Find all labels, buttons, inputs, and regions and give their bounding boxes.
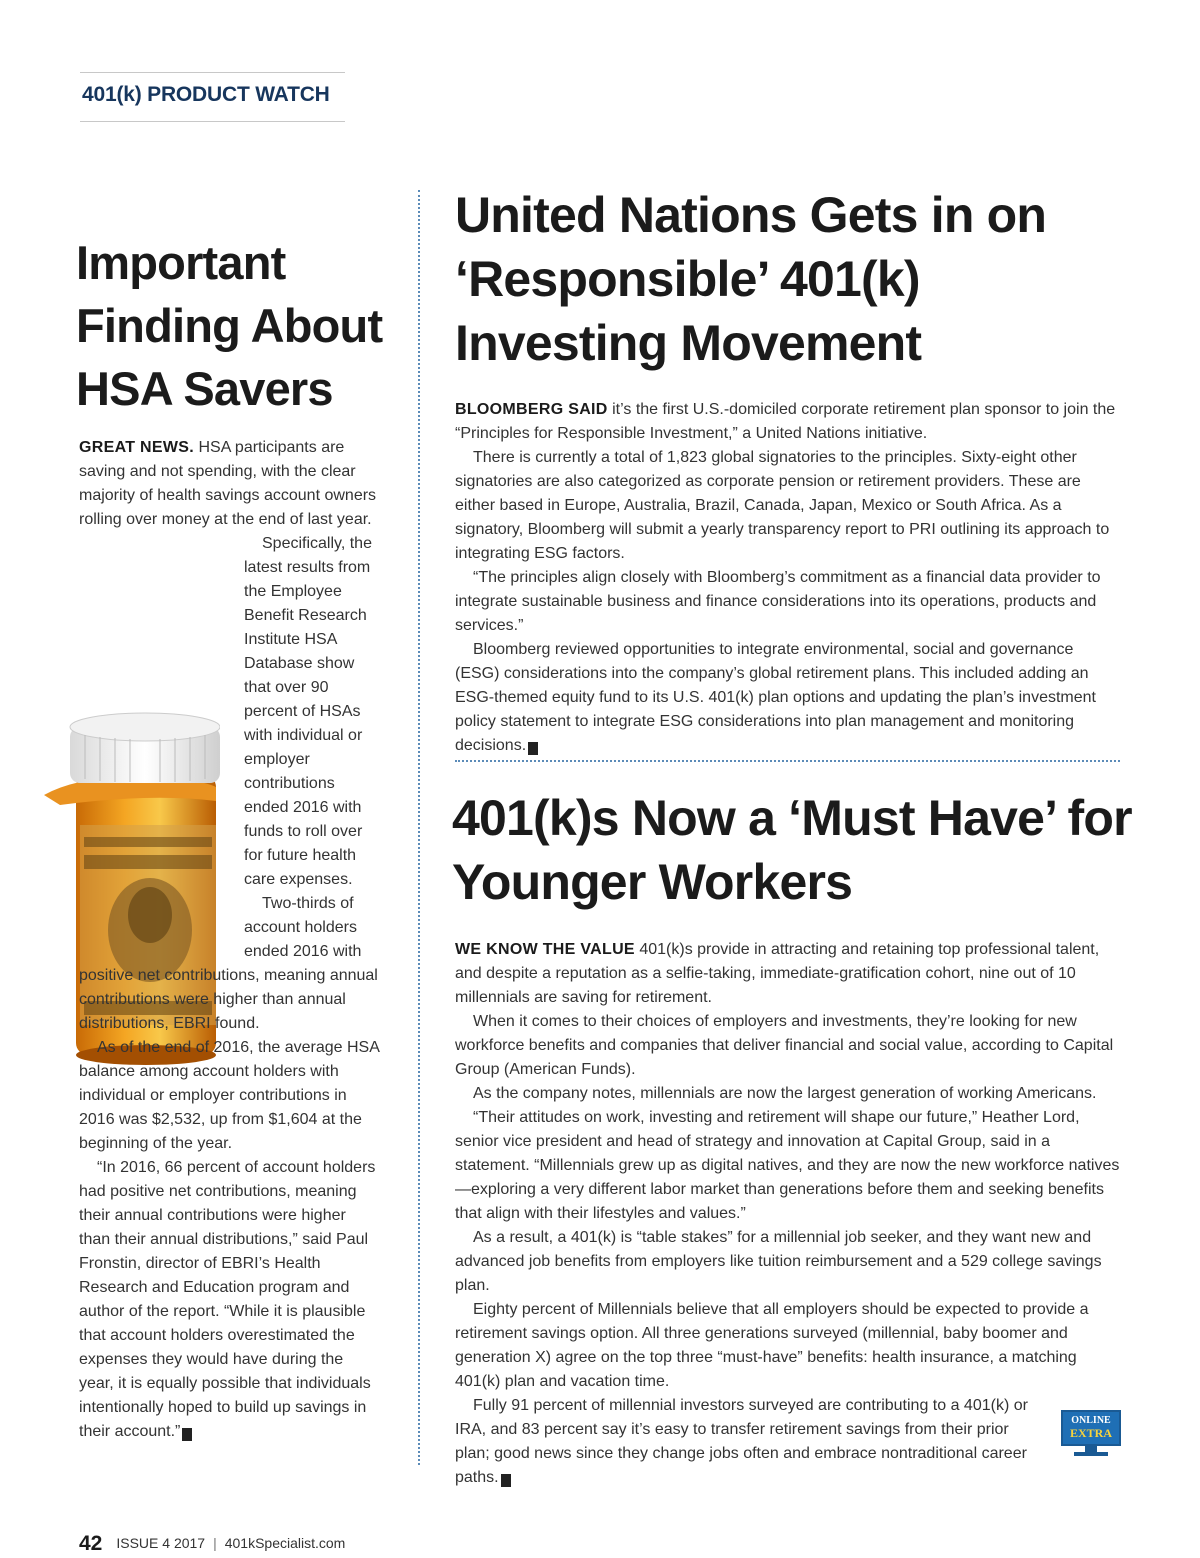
monitor-icon <box>1061 1410 1121 1446</box>
online-extra-line2: EXTRA <box>1069 1426 1112 1440</box>
page-footer <box>79 1532 345 1556</box>
right-article-2-headline: 401(k)s Now a ‘Must Have’ for Younger Workers <box>452 790 1132 910</box>
left-p1: GREAT NEWS. HSA participants are saving and not spending, with the clear majority of health savings account owners rolling over money at the end of last year. <box>79 439 377 528</box>
r1-p2: There is currently a total of 1,823 global signatories to the principles. Sixty-eight other signatories are also categorized as corporate pension or retirement providers. These are either based in Europe, Australia, Brazil, Canada, Japan, Mexico or South Africa. As a signatory, Bloomberg will submit a yearly transparency report to PRI outlining its approach to integrating ESG factors. <box>455 449 1110 562</box>
r1-lead: BLOOMBERG SAID <box>455 401 608 418</box>
right-article-2-body <box>455 938 1120 1490</box>
right-article-1-headline: United Nations Gets in on ‘Responsible’ 401(k) Investing Movement <box>455 187 1047 371</box>
left-p3: Two-thirds of account holders ended 2016 with positive net contributions, meaning annual contributions were higher than annual distributions, EBRI found. <box>79 895 378 1032</box>
r2-p4: “Their attitudes on work, investing and retirement will shape our future,” Heather Lord, senior vice president and head of strategy and innovation at Capital Group, said in a statement. “Millennials grew up as digital natives, and they are now the new workforce natives—exploring a very different labor market than generations before them and seeking benefits that align with their lifestyles and values.” <box>455 1109 1120 1222</box>
left-lead: GREAT NEWS. <box>79 439 195 456</box>
footer-separator: | <box>213 1535 217 1551</box>
section-tag <box>80 72 345 122</box>
page-number: 42 <box>79 1532 103 1555</box>
article-divider <box>455 760 1120 762</box>
r2-p1: WE KNOW THE VALUE 401(k)s provide in attracting and retaining top professional talent, and despite a reputation as a selfie-taking, immediate-gratification cohort, nine out of 10 millennials are saving for retirement. <box>455 941 1100 1006</box>
left-p5: “In 2016, 66 percent of account holders had positive net contributions, meaning their annual contributions were higher than their annual distributions,” said Paul Fronstin, director of EBRI’s Health Research and Education program and author of the report. “While it is plausible that account holders overestimated the expenses they would have during the year, it is equally possible that individuals intentionally hoped to build up savings in their account.” K <box>79 1159 376 1440</box>
r2-lead: WE KNOW THE VALUE <box>455 941 635 958</box>
left-article-body <box>79 436 379 1444</box>
website-link[interactable]: 401kSpecialist.com <box>224 1535 346 1551</box>
end-mark-icon: K <box>182 1428 192 1441</box>
r2-p5: As a result, a 401(k) is “table stakes” for a millennial job seeker, and they want new and advanced job benefits from employers like tuition reimbursement and a 529 college savings plan. <box>455 1229 1102 1294</box>
r2-p7: Fully 91 percent of millennial investors surveyed are contributing to a 401(k) or IRA, and 83 percent say it’s easy to transfer retirement savings from their prior plan; good news since they change jobs often and embrace nontraditional career paths. K <box>455 1397 1028 1486</box>
left-p2: Specifically, the latest results from the Employee Benefit Research Institute HSA Database show that over 90 percent of HSAs with individual or employer contributions ended 2016 with funds to roll over for future health care expenses. <box>79 532 379 892</box>
r2-p3: As the company notes, millennials are now the largest generation of working Americans. <box>473 1085 1097 1102</box>
issue-label: ISSUE 4 2017 <box>116 1535 206 1551</box>
left-article-headline: Important Finding About HSA Savers <box>76 236 383 415</box>
r1-p1: BLOOMBERG SAID it’s the first U.S.-domiciled corporate retirement plan sponsor to join the “Principles for Responsible Investment,” a United Nations initiative. <box>455 401 1116 442</box>
online-extra-line1: ONLINE <box>1071 1415 1111 1426</box>
section-tag-label: 401(k) PRODUCT WATCH <box>82 83 330 106</box>
right-article-1-body <box>455 398 1120 758</box>
end-mark-icon: K <box>528 742 538 755</box>
left-p4: As of the end of 2016, the average HSA balance among account holders with individual or employer contributions in 2016 was $2,532, up from $1,604 at the beginning of the year. <box>79 1039 379 1152</box>
r1-p3: “The principles align closely with Bloomberg’s commitment as a financial data provider to integrate sustainable business and finance considerations into its operations, products and services.” <box>455 569 1101 634</box>
end-mark-icon: K <box>501 1474 511 1487</box>
image-wrap-spacer <box>79 532 244 964</box>
r2-p2: When it comes to their choices of employers and investments, they’re looking for new workforce benefits and companies that deliver financial and social value, according to Capital Group (American Funds). <box>455 1013 1114 1078</box>
online-extra-badge[interactable] <box>1058 1410 1124 1460</box>
r1-p4: Bloomberg reviewed opportunities to integrate environmental, social and governance (ESG) considerations into the company’s global retirement plans. This included adding an ESG-themed equity fund to its U.S. 401(k) plan options and updating the plan’s investment policy statement to integrate ESG considerations into plan management and monitoring decisions. K <box>455 641 1096 754</box>
r2-p6: Eighty percent of Millennials believe that all employers should be expected to provide a retirement savings option. All three generations surveyed (millennial, baby boomer and generation X) agree on the top three “must-have” benefits: health insurance, a matching 401(k) plan and vacation time. <box>455 1301 1089 1390</box>
column-divider <box>418 190 420 1465</box>
